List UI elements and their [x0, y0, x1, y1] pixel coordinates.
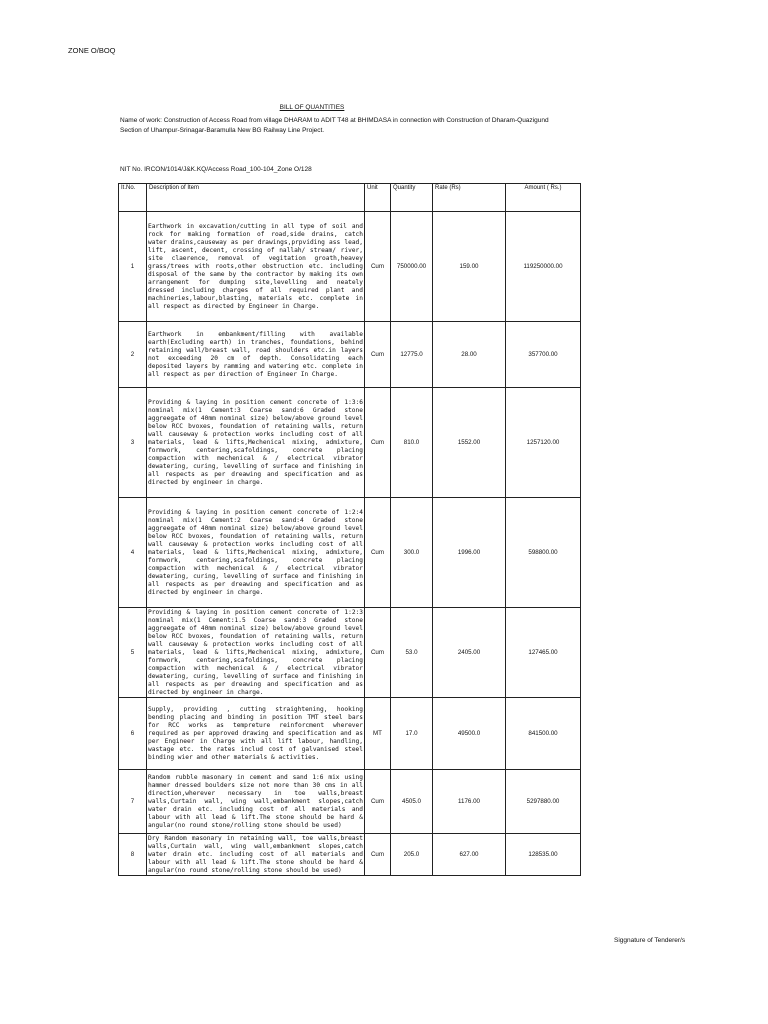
item-unit: Cum [365, 770, 391, 834]
item-unit: Cum [365, 212, 391, 322]
item-unit: Cum [365, 834, 391, 876]
item-amount: 119250000.00 [506, 212, 581, 322]
item-amount: 128535.00 [506, 834, 581, 876]
item-description: Providing & laying in position cement concrete of 1:3:6 nominal mix(1 Cement:3 Coarse sand:6 Graded stone aggreegate of 40mm nominal size) below/above ground level below RCC bvoxes, foundation of retaining walls, return wall causeway & protection works including cost of all materials, lead & lifts,Mechenical mixing, admixture, formwork, centering,scafoldings, concrete placing compaction with mechenical & / electrical vibrator dewatering, curing, levelling of surface and finishing in all respects as per dreawing and specification and as directed by engineer in charge. [147, 388, 365, 498]
column-header-description: Description of Item [147, 184, 365, 212]
item-amount: 127465.00 [506, 608, 581, 698]
boq-table [118, 183, 581, 876]
item-number: 6 [119, 698, 147, 770]
item-description: Providing & laying in position cement concrete of 1:2:3 nominal mix(1 Cement:1.5 Coarse sand:3 Graded stone aggreegate of 40mm nominal size) below/above ground level below RCC bvoxes, foundation of retaining walls, return wall causeway & protection works including cost of all materials, lead & lifts,Mechenical mixing, admixture, formwork, centering,scafoldings, concrete placing compaction with mechenical & / electrical vibrator dewatering, curing, levelling of surface and finishing in all respects as per dreawing and specification and as directed by engineer in charge. [148, 608, 363, 696]
item-number: 5 [119, 608, 147, 698]
item-rate: 2405.00 [433, 608, 506, 698]
item-quantity: 17.0 [391, 698, 433, 770]
item-number: 1 [119, 212, 147, 322]
item-quantity: 750000.00 [391, 212, 433, 322]
item-unit: Cum [365, 322, 391, 388]
zone-label: ZONE O/BOQ [68, 46, 116, 55]
item-rate: 627.00 [433, 834, 506, 876]
item-number: 8 [119, 834, 147, 876]
column-header-unit: Unit [365, 184, 391, 212]
item-rate: 28.00 [433, 322, 506, 388]
item-unit: MT [365, 698, 391, 770]
table-row [119, 388, 581, 498]
column-header-quantity: Quantity [391, 184, 433, 212]
item-quantity: 4505.0 [391, 770, 433, 834]
item-amount: 841500.00 [506, 698, 581, 770]
column-header-amount: Amount ( Rs.) [506, 184, 581, 212]
item-amount: 357700.00 [506, 322, 581, 388]
item-rate: 1552.00 [433, 388, 506, 498]
table-row [119, 608, 581, 698]
item-unit: Cum [365, 388, 391, 498]
table-header-row [119, 184, 581, 212]
table-row [119, 322, 581, 388]
item-description: Dry Random masonary in retaining wall, toe walls,breast walls,Curtain wall, wing wall,embankment slopes,catch water drain etc. including cost of all materials and labour with all lead & lift.The stone should be hard & angular(no round stone/rolling stone should be used) [148, 834, 363, 874]
table-row [119, 770, 581, 834]
item-unit: Cum [365, 608, 391, 698]
document-title: BILL OF QUANTITIES [279, 104, 345, 111]
name-of-work: Name of work: Construction of Access Road from village DHARAM to ADIT T48 at BHIMDASA in connection with Construction of Dharam-Quazigund Section of Uhampur-Srinagar-Baramulla New BG Railway Line Project. [120, 117, 549, 134]
table-row [119, 498, 581, 608]
item-rate: 1176.00 [433, 770, 506, 834]
item-quantity: 300.0 [391, 498, 433, 608]
item-unit: Cum [365, 498, 391, 608]
item-amount: 598800.00 [506, 498, 581, 608]
item-description: Supply, providing , cutting straightening, hooking bending placing and binding in position TMT steel bars for RCC works as tempreture reinforcment wherever required as per approved drawing and specification and as per Engineer in Charge with all lift labour, handling, wastage etc. the rates includ cost of galvanised steel binding wier and other materials & activities. [147, 698, 365, 770]
item-number: 2 [119, 322, 147, 388]
item-amount: 1257120.00 [506, 388, 581, 498]
item-quantity: 12775.0 [391, 322, 433, 388]
table-row [119, 212, 581, 322]
column-header-item-no: It.No. [119, 184, 147, 212]
item-description: Providing & laying in position cement concrete of 1:2:4 nominal mix(1 Cement:2 Coarse sand:4 Graded stone aggreegate of 40mm nominal size) below/above ground level below RCC bvoxes, foundation of retaining walls, return wall causeway & protection works including cost of all materials, lead & lifts,Mechenical mixing, admixture, formwork, centering,scafoldings, concrete placing compaction with mechenical & / electrical vibrator dewatering, curing, levelling of surface and finishing in all respects as per dreawing and specification and as directed by engineer in charge. [147, 498, 365, 608]
item-rate: 159.00 [433, 212, 506, 322]
item-number: 4 [119, 498, 147, 608]
item-quantity: 205.0 [391, 834, 433, 876]
item-number: 3 [119, 388, 147, 498]
item-amount: 5297880.00 [506, 770, 581, 834]
item-number: 7 [119, 770, 147, 834]
item-rate: 1996.00 [433, 498, 506, 608]
item-rate: 49500.0 [433, 698, 506, 770]
tenderer-signature-label: Siggnature of Tenderer/s [614, 937, 686, 944]
table-row [119, 834, 581, 876]
item-description: Earthwork in excavation/cutting in all type of soil and rock for making formation of road,side drains, catch water drains,causeway as per drawings,prpviding ass lead, lift, ascent, decent, crossing of nallah/ stream/ river, site claerence, removal of vegitation groath,heavey grass/trees with roots,other obstruction etc. including disposal of the same by the contractor by making its own arrangement for dumping site,levelling and neately dressed including charges of all required plant and machineries,labour,blasting, materials etc. complete in all respect as directed by Engineer in Charge. [147, 212, 365, 322]
column-header-rate: Rate (Rs) [433, 184, 506, 212]
item-description: Earthwork in embankment/filling with available earth(Excluding earth) in tranches, foundations, behind retaining wall/breast wall, road shoulders etc.in layers not exceeding 20 cm of depth. Consolidating each deposited layers by ramming and watering etc. complete in all respect as per direction of Engineer In Charge. [147, 322, 365, 388]
nit-number: NIT No. IRCON/1014/J&K.KQ/Access Road_100-104_Zone O/128 [120, 166, 312, 173]
table-row [119, 698, 581, 770]
item-description: Random rubble masonary in cement and sand 1:6 mix using hammer dressed boulders size not more than 30 cms in all direction,wherever necessary in toe walls,breast walls,Curtain wall, wing wall,embankment slopes,catch water drain etc. including cost of all materials and labour with all lead & lift.The stone should be hard & angular(no round stone/rolling stone should be used) [147, 770, 365, 834]
item-quantity: 810.0 [391, 388, 433, 498]
item-quantity: 53.0 [391, 608, 433, 698]
